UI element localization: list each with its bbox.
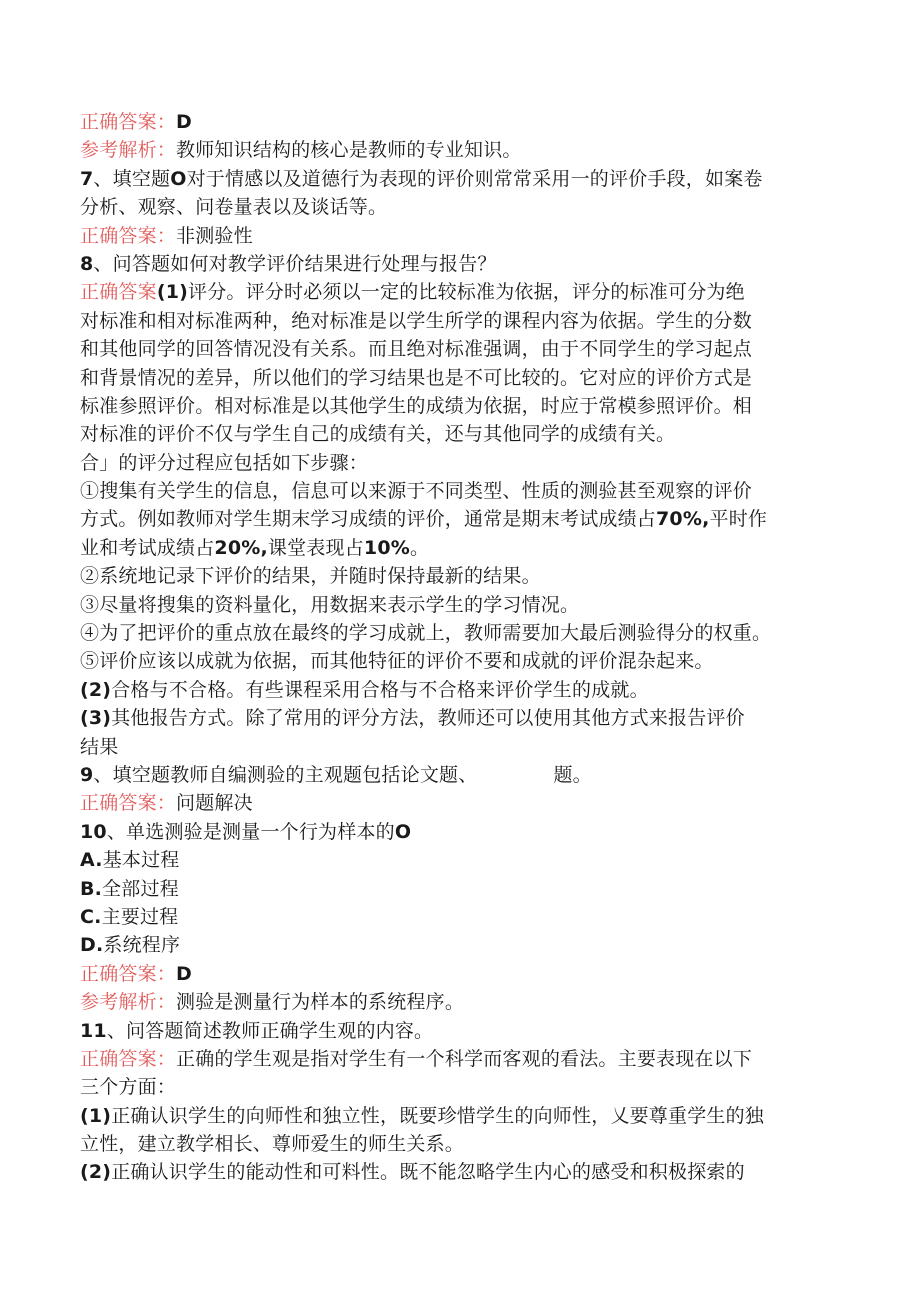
step-1-line: ①搜集有关学生的信息，信息可以来源于不同类型、性质的测验甚至观察的评价: [80, 480, 753, 503]
option-d: [80, 931, 840, 959]
q9-answer-line: [80, 789, 840, 817]
question-text: 、问答题简述教师正确学生观的内容。: [106, 1019, 434, 1042]
answer-text: 正确的学生观是指对学生有一个科学而客观的看法。主要表现在以下: [176, 1047, 753, 1070]
point-3-line-2: 结果: [80, 735, 119, 758]
answer-value: 非测验性: [176, 224, 253, 247]
point-1-line: [80, 1102, 840, 1130]
point-number: (1): [80, 1104, 112, 1127]
answer-label: 正确答案：: [80, 224, 177, 247]
q7-answer-line: [80, 222, 840, 250]
answer-text: 评分。评分时必须以一定的比较标准为依据，评分的标准可分为绝: [188, 281, 745, 304]
answer-value: 问题解决: [176, 792, 253, 815]
answer-text-line: 三个方面：: [80, 1076, 177, 1099]
answer-text-line: 对标准的评价不仅与学生自己的成绩有关，还与其他同学的成绩有关。: [80, 423, 676, 446]
answer-text-line: 标准参照评价。相对标准是以其他学生的成绩为依据，时应于常模参照评价。相: [80, 394, 753, 417]
q11-question-line: [80, 1017, 840, 1045]
answer-label: 正确答案：: [80, 962, 177, 985]
option-text: 基本过程: [102, 849, 180, 872]
q8-answer-line: [80, 278, 840, 306]
question-type: 、填空题: [93, 167, 171, 190]
percent-value: 10%: [363, 536, 410, 559]
point-number: (1): [156, 281, 188, 304]
question-number: 8: [80, 252, 94, 275]
point-text: 合格与不合格。有些课程采用合格与不合格来评价学生的成就。: [111, 678, 649, 701]
analysis-text: 测验是测量行为样本的系统程序。: [176, 991, 465, 1014]
answer-text-line: 和其他同学的回答情况没有关系。而且绝对标准强调，由于不同学生的学习起点: [80, 338, 753, 361]
point-3-line: [80, 704, 840, 732]
answer-label: 正确答案：: [80, 111, 177, 133]
point-number: (2): [80, 678, 112, 701]
point-number: (2): [80, 1161, 112, 1184]
option-c: [80, 903, 840, 931]
percent-value: 20%,: [214, 536, 268, 559]
q7-question-line: [80, 165, 840, 193]
option-letter: B.: [80, 877, 103, 900]
answer-label: 正确答案: [80, 281, 157, 304]
q10-answer-line: [80, 960, 840, 988]
option-letter: A.: [80, 849, 103, 872]
step-1-line-3: [80, 534, 840, 562]
analysis-text: 教师知识结构的核心是教师的专业知识。: [176, 139, 522, 162]
answer-value: D: [176, 962, 192, 985]
analysis-label: 参考解析：: [80, 991, 177, 1014]
option-a: [80, 846, 840, 874]
q9-question-line: [80, 761, 840, 789]
answer-text-line: 对标准和相对标准两种，绝对标准是以学生所学的课程内容为依据。学生的分数: [80, 309, 753, 332]
q8-question-line: [80, 250, 840, 278]
document-page: [80, 108, 840, 1187]
question-text: 题。: [553, 763, 592, 786]
point-text: 其他报告方式。除了常用的评分方法，教师还可以使用其他方式来报告评价: [111, 707, 745, 730]
q10-analysis-line: [80, 988, 840, 1016]
question-text: 对于情感以及道德行为表现的评价则常常采用一的评价手段，如案卷: [186, 167, 763, 190]
question-number: 10: [80, 820, 107, 843]
option-letter: C.: [80, 905, 102, 928]
step-3-line: ③尽量将搜集的资料量化，用数据来表示学生的学习情况。: [80, 593, 580, 616]
option-letter: D.: [80, 934, 104, 957]
question-number: 7: [80, 167, 94, 190]
step-text: 方式。例如教师对学生期末学习成绩的评价，通常是期末考试成绩占: [80, 508, 657, 531]
q6-analysis-line: [80, 136, 840, 164]
point-2-line: [80, 1158, 840, 1186]
step-text: 业和考试成绩占: [80, 536, 215, 559]
question-number: 9: [80, 763, 94, 786]
step-4-line: ④为了把评价的重点放在最终的学习成就上，教师需要加大最后测验得分的权重。: [80, 622, 772, 645]
analysis-label: 参考解析：: [80, 139, 177, 162]
option-text: 系统程序: [103, 934, 181, 957]
answer-text-line: 合」的评分过程应包括如下步骤：: [80, 451, 369, 474]
point-number: (3): [80, 707, 112, 730]
step-text: 课堂表现占: [267, 536, 364, 559]
question-marker: O: [394, 820, 412, 843]
question-text: 、单选测验是测量一个行为样本的: [106, 820, 395, 843]
question-text: 、问答题如何对教学评价结果进行处理与报告？: [93, 252, 497, 275]
question-number: 11: [80, 1019, 107, 1042]
step-1-line-2: [80, 505, 840, 533]
answer-text-line: 和背景情况的差异，所以他们的学习结果也是不可比较的。它对应的评价方式是: [80, 366, 753, 389]
option-b: [80, 875, 840, 903]
point-2-line: [80, 676, 840, 704]
option-text: 全部过程: [102, 877, 179, 900]
q7-question-line-2: [80, 193, 840, 221]
point-text: 正确认识学生的能动性和可料性。既不能忽略学生内心的感受和积极探索的: [111, 1161, 745, 1184]
step-text: 。: [410, 536, 430, 559]
point-text: 正确认识学生的向师性和独立性，既要珍惜学生的向师性，乂要尊重学生的独: [111, 1104, 764, 1127]
step-2-line: ②系统地记录下评价的结果，并随时保持最新的结果。: [80, 565, 541, 588]
step-5-line: ⑤评价应该以成就为依据，而其他特征的评价不要和成就的评价混杂起来。: [80, 650, 714, 673]
q10-question-line: [80, 818, 840, 846]
question-text: 、填空题教师自编测验的主观题包括论文题、: [93, 763, 478, 786]
answer-label: 正确答案：: [80, 1047, 177, 1070]
question-marker: O: [170, 167, 187, 190]
q11-answer-line: [80, 1045, 840, 1073]
answer-label: 正确答案：: [80, 792, 177, 815]
step-text: 平时作: [709, 508, 768, 531]
point-1-line-2: 立性，建立教学相长、尊师爱生的师生关系。: [80, 1133, 465, 1156]
q6-answer-line: [80, 108, 840, 136]
answer-value: D: [176, 111, 192, 133]
option-text: 主要过程: [101, 905, 179, 928]
question-text: 分析、观察、问卷量表以及谈话等。: [80, 196, 388, 219]
percent-value: 70%,: [656, 508, 710, 531]
